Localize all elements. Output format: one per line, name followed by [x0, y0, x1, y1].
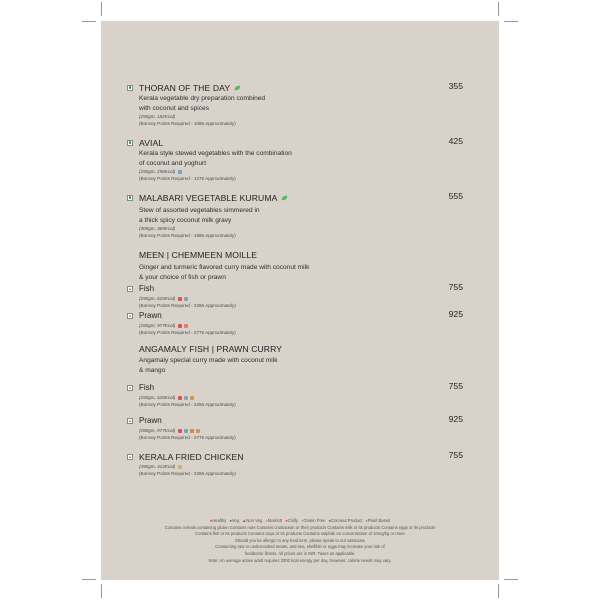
desc-line: Stew of assorted vegetables simmered in: [139, 207, 260, 214]
milk-icon: [178, 170, 182, 174]
option-name: Fish: [139, 284, 155, 293]
item-points: (Bonvoy Points Required - 2775 Approximately): [139, 435, 236, 440]
desc-line: Kerala vegetable dry preparation combined: [139, 95, 266, 102]
item-name: ANGAMALY FISH | PRAWN CURRY: [139, 343, 283, 354]
crustacean-icon: [190, 429, 194, 433]
nonveg-icon: [127, 454, 133, 460]
item-name: MALABARI VEGETABLE KURUMA: [139, 192, 278, 203]
crop-mark: [101, 584, 102, 598]
item-nutrition: [139, 394, 463, 401]
option-fish: [127, 381, 463, 408]
nonveg-icon: [127, 313, 133, 319]
desc-line: Kerala style stewed vegetables with the combination: [139, 150, 292, 157]
crop-mark: [498, 2, 499, 16]
nonveg-icon: [127, 286, 133, 292]
item-price: 755: [448, 450, 463, 460]
legend-healthy: ●Healthy: [209, 518, 227, 523]
menu-item-meen: [127, 248, 463, 336]
option-prawn: [127, 309, 463, 336]
fish-icon: [184, 297, 188, 301]
legend-gluten-free: ●Gluten Free: [300, 518, 326, 523]
item-description: [139, 149, 463, 168]
item-price: 755: [448, 282, 463, 292]
item-points: (Bonvoy Points Required - 2775 Approximately): [139, 330, 236, 335]
milk-icon: [184, 429, 188, 433]
legend-plant-based: ●Plant Based: [365, 518, 391, 523]
desc-line: a thick spicy coconut milk gravy: [139, 216, 232, 224]
item-price: 925: [448, 414, 463, 424]
option-name: Prawn: [139, 311, 162, 320]
crop-mark: [498, 584, 499, 598]
item-price: 925: [448, 309, 463, 319]
option-name: Fish: [139, 383, 155, 392]
crustacean-icon: [184, 324, 188, 328]
desc-line: & mango: [139, 366, 166, 374]
footer-line: Note: An average active adult requires 2000 kcal energy per day, however, calorie needs may vary.: [208, 557, 392, 563]
dietary-legend: [113, 518, 487, 525]
item-price: 355: [448, 81, 463, 91]
gluten-icon: [178, 465, 182, 469]
crop-mark: [504, 579, 518, 580]
nutrition-text: (250gm, 626Kcal): [139, 395, 176, 400]
footer-line: foodborne illness. All prices are in INR. Taxes as applicable.: [244, 550, 356, 556]
nonveg-icon: [127, 418, 133, 424]
nutrition-text: (280gm, 977Kcal): [139, 323, 176, 328]
desc-line: of coconut and yoghurt: [139, 159, 207, 167]
leaf-icon: [234, 85, 241, 91]
menu-item-fried-chicken: [127, 450, 463, 477]
nutrition-text: (350gm, 412Kcal): [139, 464, 176, 469]
menu-item-angamaly: [127, 342, 463, 441]
item-nutrition: (250gm, 182Kcal): [139, 114, 176, 119]
item-nutrition: [139, 322, 463, 329]
item-points: (Bonvoy Points Required - 2266 Approximately): [139, 402, 236, 407]
menu-item-avial: [127, 136, 463, 182]
option-name: Prawn: [139, 416, 162, 425]
item-points: (Bonvoy Points Required - 1065 Approximately): [139, 121, 236, 126]
menu-item-thoran: [127, 81, 463, 127]
legend-veg: ●Veg: [229, 518, 240, 523]
chilly-icon: [178, 396, 182, 400]
desc-line: & your choice of fish or prawn: [139, 273, 226, 281]
item-nutrition: [139, 168, 463, 175]
item-name: AVIAL: [139, 137, 164, 148]
item-name: THORAN OF THE DAY: [139, 82, 231, 93]
desc-line: Angamaly special curry made with coconut milk: [139, 357, 278, 364]
nonveg-icon: [127, 385, 133, 391]
menu-items: [127, 81, 463, 477]
crop-mark: [504, 21, 518, 22]
item-nutrition: (300gm, 389Kcal): [139, 226, 176, 231]
item-points: (Bonvoy Points Required - 1665 Approximately): [139, 233, 236, 238]
crop-mark: [101, 2, 102, 16]
item-price: 555: [448, 191, 463, 201]
item-description: [139, 356, 463, 375]
item-description: [139, 263, 463, 282]
crop-mark: [82, 21, 96, 22]
item-description: [139, 206, 463, 225]
desc-line: with coconut and spices: [139, 104, 210, 112]
veg-icon: [127, 85, 133, 91]
menu-page: [101, 21, 499, 580]
item-price: 755: [448, 381, 463, 391]
footer-line: Should you be allergic to any food item, please speak to our associate: [235, 537, 365, 543]
footer-line: Consuming raw or undercooked meats, and sea, shellfish or eggs may increase your risk of: [215, 544, 385, 550]
nutrition-text: (250gm, 626Kcal): [139, 296, 176, 301]
item-name: KERALA FRIED CHICKEN: [139, 451, 244, 462]
chilly-icon: [178, 297, 182, 301]
nutrition-text: (280gm, 977Kcal): [139, 428, 176, 433]
footer-legend: [113, 518, 487, 564]
footer-line: Contains cereals containing gluten Contains nuts Contains crustacean or their products Contains milk or its products Contains eggs or its products: [164, 524, 436, 530]
coconut-icon: [196, 429, 200, 433]
item-name: MEEN | CHEMMEEN MOILLE: [139, 249, 258, 260]
legend-chilly: ●Chilly: [285, 518, 298, 523]
footer-line: Contains fish or its products Contains soya or its products Contains sulphite on concentration of 10mg/kg or more: [195, 531, 405, 537]
desc-line: Ginger and turmeric flavored curry made with coconut milk: [139, 264, 310, 271]
item-nutrition: [139, 427, 463, 434]
veg-icon: [127, 140, 133, 146]
crop-mark: [82, 579, 96, 580]
chilly-icon: [178, 429, 182, 433]
option-fish: [127, 282, 463, 309]
leaf-icon: [281, 195, 288, 201]
legend-nonveg: ▲Non Veg: [242, 518, 263, 523]
item-points: (Bonvoy Points Required - 1275 Approximately): [139, 176, 236, 181]
veg-icon: [127, 195, 133, 201]
chilly-icon: [178, 324, 182, 328]
item-nutrition: [139, 463, 463, 470]
item-price: 425: [448, 136, 463, 146]
nutrition-text: (250gm, 296Kcal): [139, 169, 176, 174]
option-prawn: [127, 414, 463, 441]
legend-marriott: ●Marriott: [265, 518, 283, 523]
item-nutrition: [139, 295, 463, 302]
legend-coconut: ●Coconut Product: [328, 518, 363, 523]
item-description: [139, 94, 463, 113]
fish-icon: [184, 396, 188, 400]
menu-item-kuruma: [127, 191, 463, 239]
item-points: (Bonvoy Points Required - 2265 Approximately): [139, 303, 236, 308]
item-points: (Bonvoy Points Required - 2266 Approximately): [139, 471, 236, 476]
coconut-icon: [190, 396, 194, 400]
